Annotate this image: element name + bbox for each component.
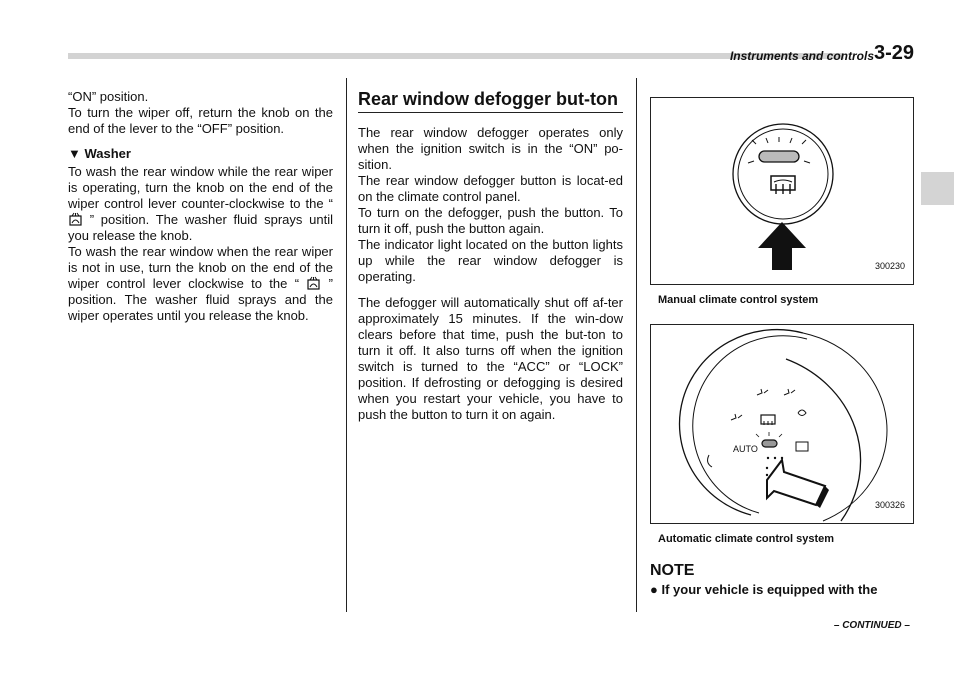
figure-caption: Manual climate control system — [658, 294, 819, 306]
column-right — [650, 97, 914, 598]
paragraph: To turn the wiper off, return the knob on the end of the lever to the “OFF” position. — [68, 105, 333, 136]
text: To wash the rear window when the rear wiper is not in use, turn the knob on the end of the wiper control lever clockwise to the “ — [68, 244, 333, 291]
figure-code: 300326 — [874, 500, 905, 510]
page-number: 3-29 — [873, 42, 914, 64]
text: ” position. The washer fluid sprays until you release the knob. — [68, 212, 333, 243]
auto-climate-panel-illustration — [651, 325, 913, 523]
washer-icon — [306, 276, 321, 290]
text: ” position. The washer fluid sprays and the wiper operates until you release the knob. — [68, 276, 333, 323]
column-left — [68, 89, 333, 324]
column-divider — [346, 78, 347, 612]
continued-label: – CONTINUED – — [833, 620, 910, 631]
paragraph: To turn on the defogger, push the button. To turn it off, push the button again. — [358, 205, 623, 236]
paragraph: “ON” position. — [68, 89, 149, 104]
paragraph — [68, 164, 333, 244]
paragraph: The rear window defogger operates only when the ignition switch is in the “ON” po-sition. — [358, 125, 623, 172]
note-title: NOTE — [650, 562, 695, 579]
washer-icon — [68, 212, 83, 226]
column-divider — [636, 78, 637, 612]
figure-automatic-climate — [650, 324, 914, 524]
text: To wash the rear window while the rear wiper is operating, turn the knob on the end of the wiper control lever counter-clockwise to the “ — [68, 164, 333, 211]
paragraph: The rear window defogger button is locat-ed on the climate control panel. — [358, 173, 623, 204]
figure-code: 300230 — [874, 261, 905, 271]
column-middle — [358, 89, 623, 423]
header-section-title: Instruments and controls — [729, 49, 874, 63]
note-item: ● If your vehicle is equipped with the — [650, 582, 878, 597]
figure-manual-climate — [650, 97, 914, 285]
manual-defogger-button-illustration — [651, 98, 913, 284]
paragraph: The indicator light located on the button lights up while the rear window defogger is operating. — [358, 237, 623, 284]
figure-caption: Automatic climate control system — [658, 533, 835, 545]
header-bar — [68, 53, 844, 59]
section-title: Rear window defogger but-ton — [358, 89, 623, 113]
washer-heading: ▼ Washer — [68, 146, 131, 161]
paragraph: The defogger will automatically shut off af-ter approximately 15 minutes. If the win-dow clears before that time, push the but-ton to turn it off. It also turns off when the ignition switch is turned to the “ACC” or “LOCK” position. If defrosting or defogging is desired when you restart your vehicle, you have to push the button to turn it on again. — [358, 295, 623, 422]
chapter-tab — [921, 172, 954, 205]
paragraph — [68, 244, 333, 324]
auto-label: AUTO — [733, 444, 758, 454]
